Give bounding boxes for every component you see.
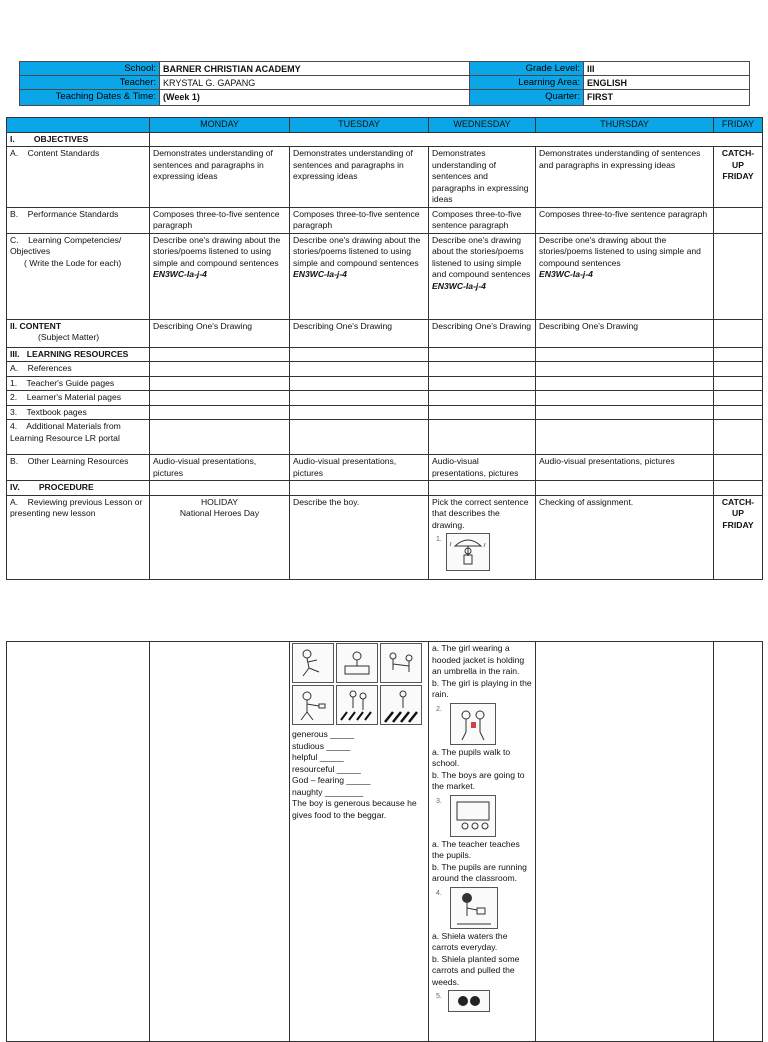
competencies-tue bbox=[290, 233, 429, 319]
content-standards-label: A. Content Standards bbox=[7, 147, 150, 208]
performance-fri bbox=[714, 207, 763, 233]
item-number: 4. bbox=[436, 889, 442, 897]
content-standards-thu: Demonstrates understanding of sentences and paragraphs in expressing ideas bbox=[536, 147, 714, 208]
boys-helping-icon bbox=[381, 644, 421, 682]
catch-up-friday-2: CATCH-UP FRIDAY bbox=[714, 495, 763, 579]
content-fri bbox=[714, 319, 763, 347]
boy-sharing-food-icon bbox=[293, 686, 333, 724]
competencies-fri bbox=[714, 233, 763, 319]
content-wed: Describing One's Drawing bbox=[429, 319, 536, 347]
day-header-wednesday: WEDNESDAY bbox=[429, 118, 536, 133]
competencies-label: C. Learning Competencies/ Objectives bbox=[10, 234, 124, 256]
content-label-cell bbox=[7, 319, 150, 347]
choice-b-1: b. The girl is playing in the rain. bbox=[432, 677, 532, 699]
other-resources-tue: Audio-visual presentations, pictures bbox=[290, 455, 429, 481]
competency-code: EN3WC-Ia-j-4 bbox=[293, 269, 347, 279]
dates-label: Teaching Dates & Time: bbox=[20, 90, 160, 105]
choice-b-2: b. The boys are going to the market. bbox=[432, 769, 525, 791]
choice-b-4: b. Shiela planted some carrots and pulled the weeds. bbox=[432, 953, 520, 987]
girl-umbrella-picture bbox=[446, 533, 490, 571]
competency-code: EN3WC-Ia-j-4 bbox=[539, 269, 593, 279]
review-mon bbox=[150, 495, 290, 579]
cont-tue bbox=[290, 642, 429, 1042]
content-label: II. CONTENT bbox=[10, 320, 62, 331]
boy-studying-icon bbox=[337, 644, 377, 682]
choice-a-2: a. The pupils walk to school. bbox=[432, 746, 511, 768]
content-tue: Describing One's Drawing bbox=[290, 319, 429, 347]
cont-thu bbox=[536, 642, 714, 1042]
choice-a-3: a. The teacher teaches the pupils. bbox=[432, 838, 520, 860]
cont-mon bbox=[150, 642, 290, 1042]
item-number: 5. bbox=[436, 993, 442, 1000]
textbook-pages-label: 3. Textbook pages bbox=[7, 405, 150, 420]
grade-value: III bbox=[584, 62, 749, 76]
review-tue: Describe the boy. bbox=[290, 495, 429, 579]
boy-picture-6 bbox=[380, 685, 422, 725]
performance-tue: Composes three-to-five sentence paragraph bbox=[290, 207, 429, 233]
pupils-walking-picture bbox=[450, 703, 496, 745]
competency-code: EN3WC-Ia-j-4 bbox=[153, 269, 207, 279]
performance-wed: Composes three-to-five sentence paragraph bbox=[429, 207, 536, 233]
pupils-walking-icon bbox=[451, 704, 495, 744]
lesson-header bbox=[19, 61, 750, 106]
grade-label: Grade Level: bbox=[470, 62, 584, 76]
content-thu: Describing One's Drawing bbox=[536, 319, 714, 347]
word-item: generous _____ bbox=[292, 729, 355, 739]
word-item: resourceful _____ bbox=[292, 763, 361, 774]
word-item: helpful _____ bbox=[292, 752, 344, 762]
competency-code: EN3WC-Ia-j-4 bbox=[432, 280, 486, 291]
tg-pages-label: 1. Teacher's Guide pages bbox=[7, 376, 150, 391]
boy-picture-4 bbox=[292, 685, 334, 725]
objectives-heading: I. OBJECTIVES bbox=[7, 132, 150, 147]
competencies-label-cell bbox=[7, 233, 150, 319]
lesson-plan-table-continued bbox=[6, 641, 763, 1042]
lesson-plan-table bbox=[6, 117, 763, 580]
content-standards-mon: Demonstrates understanding of sentences and paragraphs in expressing ideas bbox=[150, 147, 290, 208]
word-item: naughty ________ bbox=[292, 786, 364, 797]
boy-picture-1 bbox=[292, 643, 334, 683]
corner-cell bbox=[7, 118, 150, 133]
quarter-value: FIRST bbox=[587, 92, 613, 102]
choice-b-3: b. The pupils are running around the classroom. bbox=[432, 861, 527, 883]
competencies-thu bbox=[536, 233, 714, 319]
boy-picture-grid bbox=[292, 643, 426, 725]
children-picture bbox=[448, 990, 490, 1012]
additional-materials-label: 4. Additional Materials from Learning Resource LR portal bbox=[7, 420, 150, 455]
competency-text: Describe one's drawing about the stories/poems listened to using simple and compound sentences bbox=[432, 234, 531, 279]
competency-text: Describe one's drawing about the stories/poems listened to using simple and compound sentences bbox=[293, 234, 421, 268]
choice-a-1: a. The girl wearing a hooded jacket is holding an umbrella in the rain. bbox=[432, 643, 525, 676]
content-standards-wed: Demonstrates understanding of sentences and paragraphs in expressing ideas bbox=[429, 147, 536, 208]
objectives-span bbox=[150, 132, 763, 147]
competencies-mon bbox=[150, 233, 290, 319]
catch-up-friday-1: CATCH-UP FRIDAY bbox=[714, 147, 763, 208]
content-sublabel: (Subject Matter) bbox=[38, 332, 100, 342]
cont-wed bbox=[429, 642, 536, 1042]
performance-standards-label: B. Performance Standards bbox=[7, 207, 150, 233]
children-icon bbox=[449, 991, 489, 1011]
review-thu: Checking of assignment. bbox=[536, 495, 714, 579]
item-number: 2. bbox=[436, 705, 442, 713]
holiday-label: HOLIDAY bbox=[200, 496, 239, 507]
competencies-sublabel: ( Write the Lode for each) bbox=[24, 257, 122, 268]
quarter-label: Quarter: bbox=[470, 90, 584, 105]
review-wed-instruction: Pick the correct sentence that describes the drawing. bbox=[432, 496, 529, 530]
content-mon: Describing One's Drawing bbox=[150, 319, 290, 347]
cont-label-cell bbox=[7, 642, 150, 1042]
item-number: 1. bbox=[436, 536, 442, 543]
word-item: God – fearing _____ bbox=[292, 775, 371, 785]
performance-thu: Composes three-to-five sentence paragraph bbox=[536, 207, 714, 233]
boy-picture-2 bbox=[336, 643, 378, 683]
teacher-class-picture bbox=[450, 795, 496, 837]
girl-watering-icon bbox=[451, 888, 497, 928]
teacher-value: KRYSTAL G. GAPANG bbox=[160, 76, 470, 90]
lm-pages-label: 2. Learner's Material pages bbox=[7, 391, 150, 406]
holiday-name: National Heroes Day bbox=[179, 508, 260, 518]
girl-umbrella-icon bbox=[447, 534, 489, 570]
item-number: 3. bbox=[436, 797, 442, 805]
competencies-wed bbox=[429, 233, 536, 319]
review-wed bbox=[429, 495, 536, 579]
boy-kneeling-icon bbox=[293, 644, 333, 682]
other-resources-label: B. Other Learning Resources bbox=[7, 455, 150, 481]
learning-resources-heading: III. LEARNING RESOURCES bbox=[7, 347, 150, 362]
example-sentence: The boy is generous because he gives food to the beggar. bbox=[292, 798, 417, 820]
word-item: studious _____ bbox=[292, 740, 351, 751]
area-label: Learning Area: bbox=[470, 76, 584, 90]
day-header-tuesday: TUESDAY bbox=[290, 118, 429, 133]
teacher-class-icon bbox=[451, 796, 495, 836]
character-word-list bbox=[292, 729, 426, 798]
dates-value: (Week 1) bbox=[160, 90, 470, 105]
competency-text: Describe one's drawing about the stories/poems listened to using simple and compound sentences bbox=[153, 234, 281, 268]
review-label: A. Reviewing previous Lesson or presenting new lesson bbox=[7, 495, 150, 579]
performance-mon: Composes three-to-five sentence paragraph bbox=[150, 207, 290, 233]
other-resources-thu: Audio-visual presentations, pictures bbox=[536, 455, 714, 481]
references-label: A. References bbox=[7, 362, 150, 377]
school-label: School: bbox=[20, 62, 160, 76]
competency-text: Describe one's drawing about the stories/poems listened to using simple and compound sentences bbox=[539, 234, 701, 268]
day-header-monday: MONDAY bbox=[150, 118, 290, 133]
boy-picture-3 bbox=[380, 643, 422, 683]
boy-crosswalk-icon bbox=[381, 686, 421, 724]
content-standards-tue: Demonstrates understanding of sentences and paragraphs in expressing ideas bbox=[290, 147, 429, 208]
boys-crossing-icon bbox=[337, 686, 377, 724]
day-header-thursday: THURSDAY bbox=[536, 118, 714, 133]
teacher-label: Teacher: bbox=[20, 76, 160, 90]
area-value: ENGLISH bbox=[584, 76, 749, 90]
boy-picture-5 bbox=[336, 685, 378, 725]
procedure-heading: IV. PROCEDURE bbox=[7, 481, 150, 496]
day-header-friday: FRIDAY bbox=[714, 118, 763, 133]
cont-fri bbox=[714, 642, 763, 1042]
school-value: BARNER CHRISTIAN ACADEMY bbox=[160, 62, 470, 76]
other-resources-mon: Audio-visual presentations, pictures bbox=[150, 455, 290, 481]
choice-a-4: a. Shiela waters the carrots everyday. bbox=[432, 930, 508, 952]
girl-watering-picture bbox=[450, 887, 498, 929]
other-resources-wed: Audio-visual presentations, pictures bbox=[429, 455, 536, 481]
